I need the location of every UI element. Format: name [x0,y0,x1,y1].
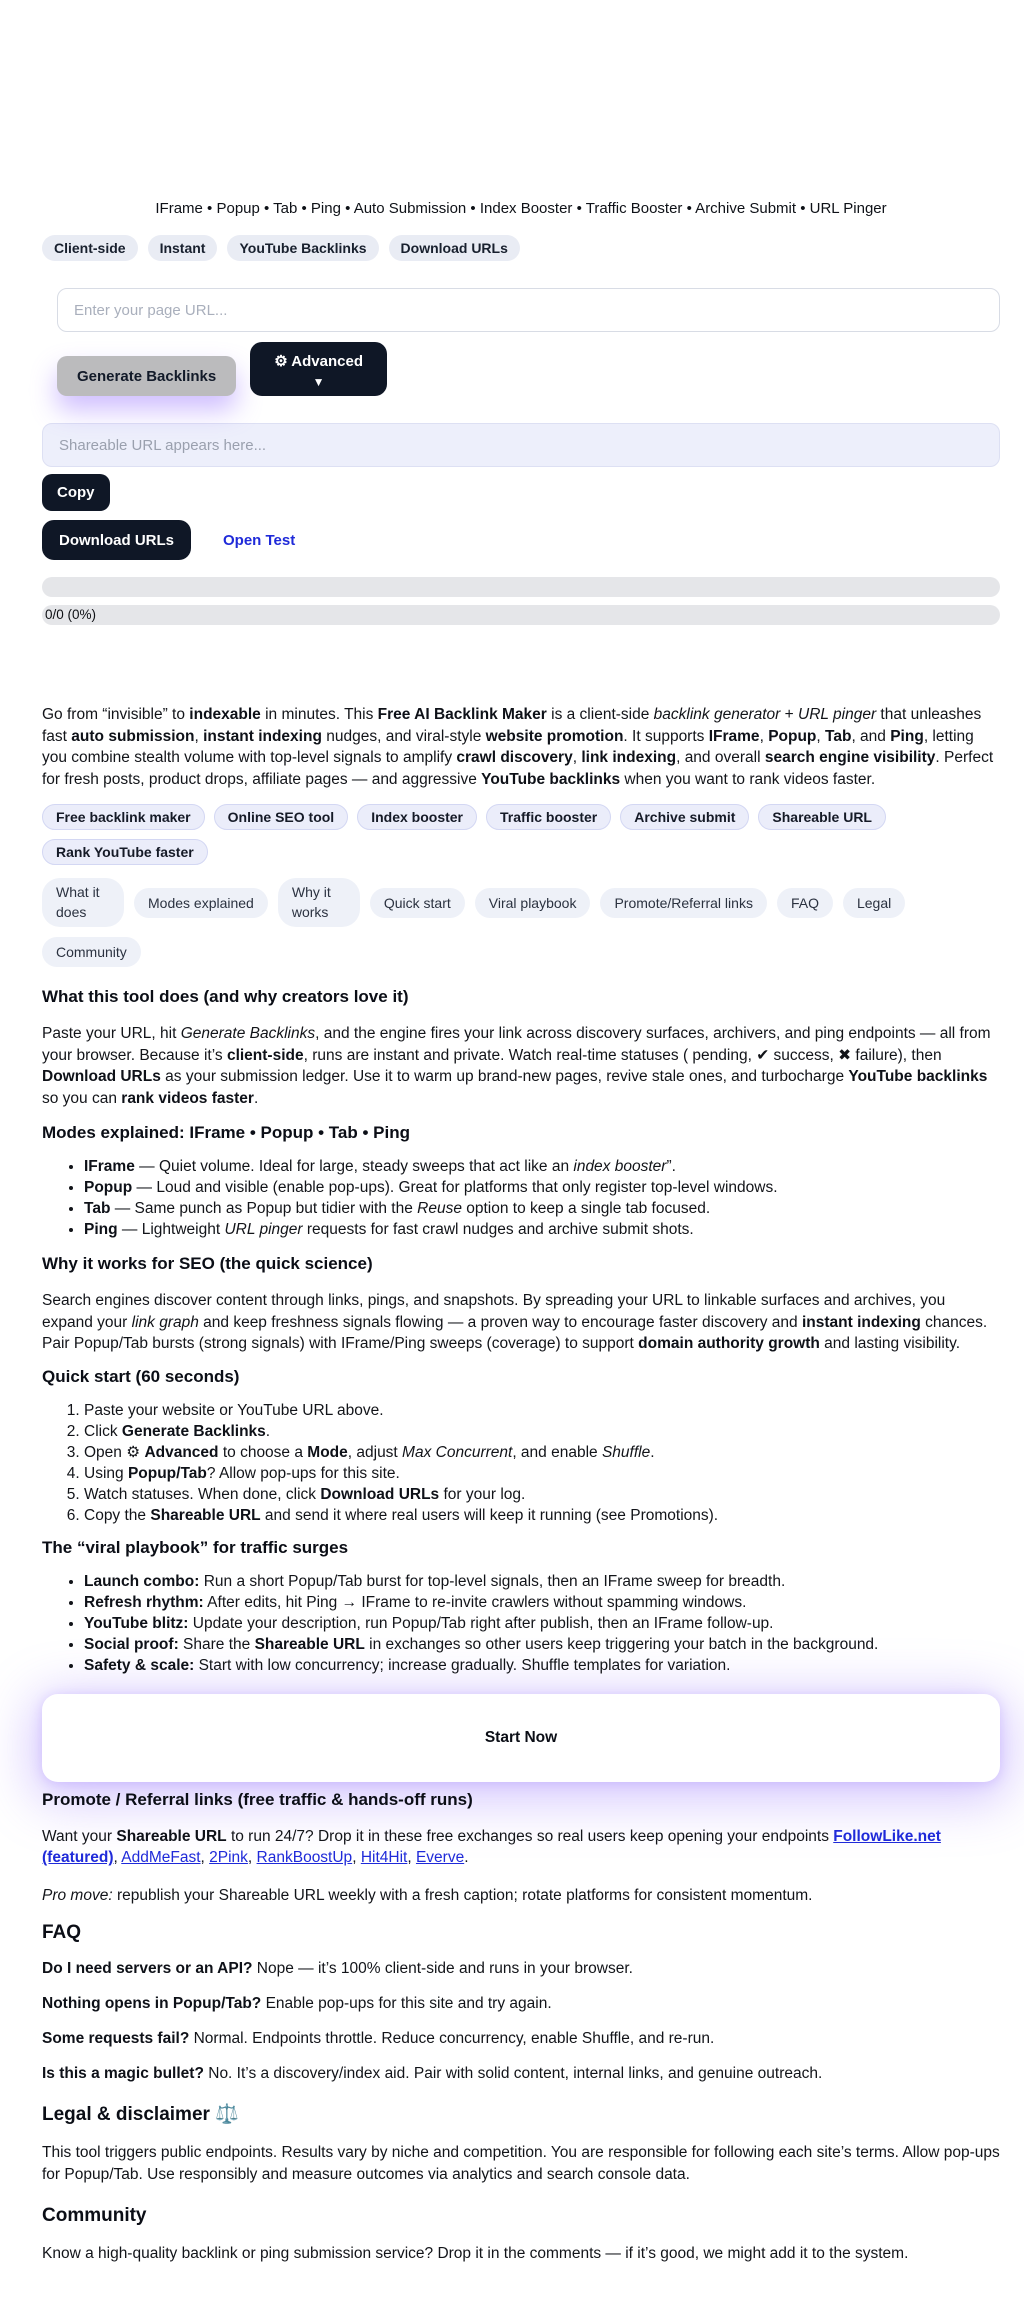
list-item: • Tab — Same punch as Popup but tidier with the Reuse option to keep a single tab focused. [84,1199,1000,1219]
list-item: • YouTube blitz: Update your description, run Popup/Tab right after publish, then an IFrame follow-up. [84,1614,1000,1634]
nav-pill[interactable]: What it does [42,878,124,927]
quickstart-list [42,1401,1000,1526]
list-item: 3. Open ⚙ Advanced to choose a Mode, adjust Max Concurrent, and enable Shuffle. [84,1443,1000,1463]
keyword-pill-row [42,804,1000,865]
start-now-button[interactable]: Start Now [484,1728,558,1746]
inline-link[interactable]: Hit4Hit [360,1849,408,1867]
inline-link[interactable]: AddMeFast [121,1849,201,1867]
badge-row [42,235,1000,261]
keyword-pill: Traffic booster [486,804,611,830]
feature-badge: YouTube Backlinks [227,235,378,261]
advanced-button[interactable] [250,342,387,396]
promote-paragraph: Want your Shareable URL to run 24/7? Drop it in these free exchanges so real users keep opening your endpoints FollowLike.net (featured), AddMeFast, 2Pink, RankBoostUp, Hit4Hit, Everve. [42,1827,941,1867]
heading-why-it-works: Why it works for SEO (the quick science) [42,1254,373,1274]
tagline: IFrame • Popup • Tab • Ping • Auto Submission • Index Booster • Traffic Booster • Archive Submit • URL Pinger [155,200,887,217]
nav-pill[interactable]: Legal [843,888,905,918]
heading-legal: Legal & disclaimer ⚖️ [42,2104,239,2126]
nav-pill[interactable]: Community [42,937,141,967]
faq-item: Nothing opens in Popup/Tab? Enable pop-ups for this site and try again. [42,1995,552,2013]
faq-list [42,1958,1000,2084]
action-button-row [57,342,1000,396]
list-item: 6. Copy the Shareable URL and send it where real users will keep it running (see Promotions). [84,1506,1000,1526]
nav-pill[interactable]: Why it works [278,878,360,927]
inline-link[interactable]: FollowLike.net (featured) [42,1827,941,1867]
feature-badge: Download URLs [389,235,520,261]
playbook-list [42,1572,1000,1676]
shareable-url-input[interactable] [42,423,1000,467]
download-row [42,520,1000,560]
keyword-pill: Rank YouTube faster [42,839,208,865]
section-nav [42,878,947,967]
list-item: • Social proof: Share the Shareable URL in exchanges so other users keep triggering your batch in the background. [84,1635,1000,1655]
list-item: • Ping — Lightweight URL pinger requests for fast crawl nudges and archive submit shots. [84,1220,1000,1240]
open-test-link[interactable]: Open Test [223,531,296,549]
pro-move-paragraph: Pro move: republish your Shareable URL weekly with a fresh caption; rotate platforms for consistent momentum. [42,1886,813,1904]
list-item: • Refresh rhythm: After edits, hit Ping → IFrame to re-invite crawlers without spamming windows. [84,1593,1000,1613]
heading-promote: Promote / Referral links (free traffic & hands-off runs) [42,1789,473,1809]
heading-viral-playbook: The “viral playbook” for traffic surges [42,1537,349,1557]
url-form [57,288,1000,396]
copy-button[interactable]: Copy [42,474,110,511]
heading-faq: FAQ [42,1922,82,1944]
nav-pill[interactable]: Viral playbook [475,888,591,918]
start-now-card[interactable] [42,1694,1000,1782]
nav-pill[interactable]: Promote/Referral links [600,888,767,918]
what-paragraph: Paste your URL, hit Generate Backlinks, and the engine fires your link across discovery surfaces, archivers, and ping endpoints — all from your browser. Because it’s client-side, runs are instant and private. Watch real-time statuses ( pending, ✔ success, ✖ failure), then Download URLs as your submission ledger. Use it to warm up brand-new pages, revive stale ones, and turbocharge YouTube backlinks so you can rank videos faster. [42,1025,991,1107]
heading-quick-start: Quick start (60 seconds) [42,1366,240,1386]
heading-modes: Modes explained: IFrame • Popup • Tab • Ping [42,1123,410,1143]
keyword-pill: Shareable URL [758,804,886,830]
list-item: • Launch combo: Run a short Popup/Tab burst for top-level signals, then an IFrame sweep for breadth. [84,1572,1000,1592]
heading-what-it-does: What this tool does (and why creators love it) [42,987,409,1007]
list-item: 2. Click Generate Backlinks. [84,1422,1000,1442]
faq-item: Some requests fail? Normal. Endpoints throttle. Reduce concurrency, enable Shuffle, and re-run. [42,2030,715,2048]
keyword-pill: Online SEO tool [214,804,349,830]
keyword-pill: Archive submit [620,804,749,830]
inline-link[interactable]: Everve [415,1849,465,1867]
nav-pill[interactable]: Modes explained [134,888,268,918]
list-item: 5. Watch statuses. When done, click Download URLs for your log. [84,1485,1000,1505]
keyword-pill: Index booster [357,804,477,830]
keyword-pill: Free backlink maker [42,804,205,830]
faq-item: Do I need servers or an API? Nope — it’s 100% client-side and runs in your browser. [42,1960,633,1978]
inline-link[interactable]: 2Pink [209,1849,248,1867]
heading-community: Community [42,2205,147,2227]
faq-item: Is this a magic bullet? No. It’s a discovery/index aid. Pair with solid content, internal links, and genuine outreach. [42,2065,823,2083]
progress-bar [42,577,1000,597]
progress-status-bar [42,605,1000,625]
why-paragraph: Search engines discover content through links, pings, and snapshots. By spreading your URL to linkable surfaces and archives, you expand your link graph and keep freshness signals flowing — a proven way to encourage faster discovery and instant indexing chances. Pair Popup/Tab bursts (strong signals) with IFrame/Ping sweeps (coverage) to support domain authority growth and lasting visibility. [42,1292,988,1353]
intro-paragraph: Go from “invisible” to indexable in minutes. This Free AI Backlink Maker is a client-side backlink generator + URL pinger that unleashes fast auto submission, instant indexing nudges, and viral-style website promotion. It supports IFrame, Popup, Tab, and Ping, letting you combine stealth volume with top-level signals to amplify crawl discovery, link indexing, and overall search engine visibility. Perfect for fresh posts, product drops, affiliate pages — and aggressive YouTube backlinks when you want to rank videos faster. [42,706,994,788]
url-input[interactable] [57,288,1000,332]
chevron-down-icon: ▼ [312,374,325,389]
download-urls-button[interactable]: Download URLs [42,520,191,560]
generate-backlinks-button[interactable]: Generate Backlinks [57,356,236,396]
legal-paragraph: This tool triggers public endpoints. Results vary by niche and competition. You are responsible for following each site’s terms. Allow pop-ups for Popup/Tab. Use responsibly and measure outcomes via analytics and search console data. [42,2144,1000,2183]
nav-pill[interactable]: FAQ [777,888,833,918]
list-item: • Popup — Loud and visible (enable pop-ups). Great for platforms that only register top-level windows. [84,1178,1000,1198]
list-item: 4. Using Popup/Tab? Allow pop-ups for this site. [84,1464,1000,1484]
nav-pill[interactable]: Quick start [370,888,465,918]
list-item: • IFrame — Quiet volume. Ideal for large, steady sweeps that act like an index booster”. [84,1157,1000,1177]
feature-badge: Instant [148,235,218,261]
community-paragraph: Know a high-quality backlink or ping submission service? Drop it in the comments — if it’s good, we might add it to the system. [42,2245,909,2263]
advanced-label: ⚙ Advanced [274,353,363,370]
inline-link[interactable]: RankBoostUp [256,1849,353,1867]
list-item: 1. Paste your website or YouTube URL above. [84,1401,1000,1421]
list-item: • Safety & scale: Start with low concurrency; increase gradually. Shuffle templates for variation. [84,1656,1000,1676]
modes-list [42,1157,1000,1240]
feature-badge: Client-side [42,235,138,261]
progress-status-text: 0/0 (0%) [45,607,97,623]
